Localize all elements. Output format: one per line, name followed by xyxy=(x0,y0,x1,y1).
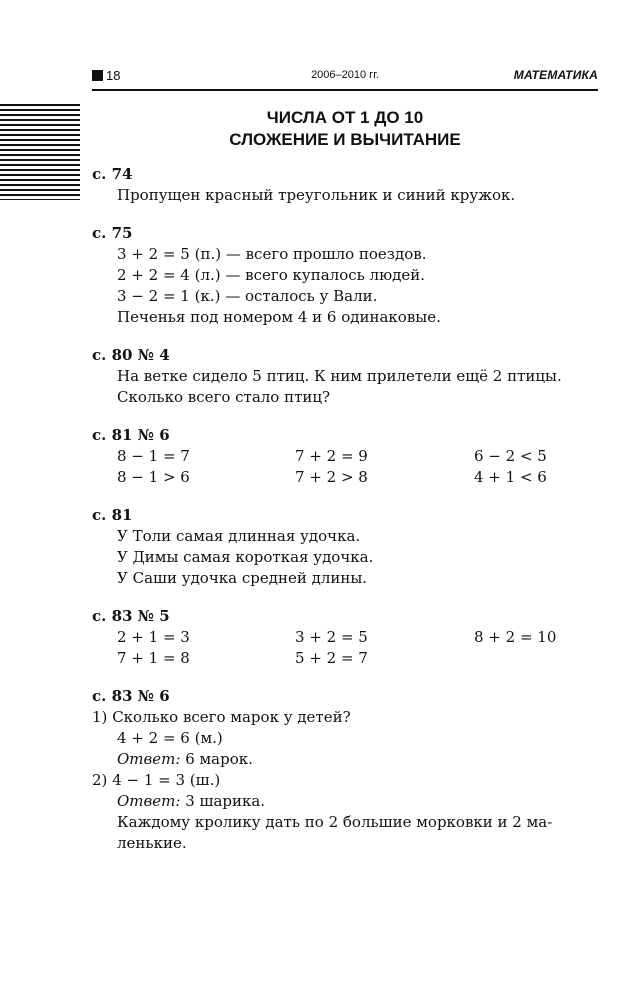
section-heading: с. 83 № 5 xyxy=(92,607,170,625)
page-title: ЧИСЛА ОТ 1 ДО 10 xyxy=(266,108,424,127)
equation: 7 + 1 = 8 xyxy=(117,649,190,667)
header-rule xyxy=(92,89,598,91)
equation-row xyxy=(92,446,602,467)
equation: 8 − 1 > 6 xyxy=(117,468,190,486)
answer-line: Каждому кролику дать по 2 большие морковки и 2 ма- xyxy=(117,813,553,831)
answer-line: Сколько всего стало птиц? xyxy=(117,388,331,406)
section-s75 xyxy=(92,222,602,328)
equation: 5 + 2 = 7 xyxy=(295,649,368,667)
answer-line: 4 + 2 = 6 (м.) xyxy=(117,729,223,747)
item-question: Сколько всего марок у детей? xyxy=(112,708,351,726)
section-s74 xyxy=(92,163,602,206)
item-expression: 4 − 1 = 3 (ш.) xyxy=(112,771,221,789)
equation-row xyxy=(92,627,602,648)
equation-row xyxy=(92,467,602,488)
answer-line: На ветке сидело 5 птиц. К ним прилетели ещё 2 птицы. xyxy=(117,367,562,385)
item-marker: 2) xyxy=(92,771,108,789)
answer-value: 6 марок. xyxy=(185,750,253,768)
answer-line: ленькие. xyxy=(117,834,187,852)
equation: 7 + 2 > 8 xyxy=(295,468,368,486)
answer-line: У Димы самая короткая удочка. xyxy=(117,548,374,566)
decorative-stripes xyxy=(0,104,80,200)
page-number-text: 18 xyxy=(106,68,121,83)
answer-label: Ответ: xyxy=(117,750,181,768)
section-s80 xyxy=(92,344,602,408)
equation: 8 + 2 = 10 xyxy=(474,628,557,646)
equation: 8 − 1 = 7 xyxy=(117,447,190,465)
answer-value: 3 шарика. xyxy=(185,792,266,810)
answer-line: У Толи самая длинная удочка. xyxy=(117,527,361,545)
section-heading: с. 74 xyxy=(92,165,133,183)
page-header xyxy=(92,68,598,86)
answer-line: Пропущен красный треугольник и синий кружок. xyxy=(117,186,516,204)
answer-line xyxy=(92,749,602,770)
numbered-item-1 xyxy=(92,707,602,728)
header-years: 2006–2010 гг. xyxy=(311,69,379,81)
equation-row xyxy=(92,648,602,669)
section-s81-n6 xyxy=(92,424,602,488)
answer-line: Печенья под номером 4 и 6 одинаковые. xyxy=(117,308,441,326)
item-marker: 1) xyxy=(92,708,108,726)
answer-line xyxy=(92,791,602,812)
answer-line: 3 − 2 = 1 (к.) — осталось у Вали. xyxy=(117,287,378,305)
answers-content xyxy=(92,163,602,870)
answer-line: У Саши удочка средней длины. xyxy=(117,569,368,587)
section-heading: с. 83 № 6 xyxy=(92,687,170,705)
section-heading: с. 81 xyxy=(92,506,133,524)
answer-line: 2 + 2 = 4 (л.) — всего купалось людей. xyxy=(117,266,426,284)
page-subtitle: СЛОЖЕНИЕ И ВЫЧИТАНИЕ xyxy=(229,130,461,149)
equation: 2 + 1 = 3 xyxy=(117,628,190,646)
equation: 6 − 2 < 5 xyxy=(474,447,547,465)
equation: 7 + 2 = 9 xyxy=(295,447,368,465)
numbered-item-2 xyxy=(92,770,602,791)
equation: 4 + 1 < 6 xyxy=(474,468,547,486)
equation: 3 + 2 = 5 xyxy=(295,628,368,646)
section-s83-n5 xyxy=(92,605,602,669)
section-heading: с. 81 № 6 xyxy=(92,426,170,444)
section-s83-n6 xyxy=(92,685,602,854)
answer-label: Ответ: xyxy=(117,792,181,810)
header-subject: МАТЕМАТИКА xyxy=(513,68,598,82)
section-heading: с. 80 № 4 xyxy=(92,346,170,364)
section-heading: с. 75 xyxy=(92,224,133,242)
answer-line: 3 + 2 = 5 (п.) — всего прошло поездов. xyxy=(117,245,427,263)
section-s81 xyxy=(92,504,602,589)
